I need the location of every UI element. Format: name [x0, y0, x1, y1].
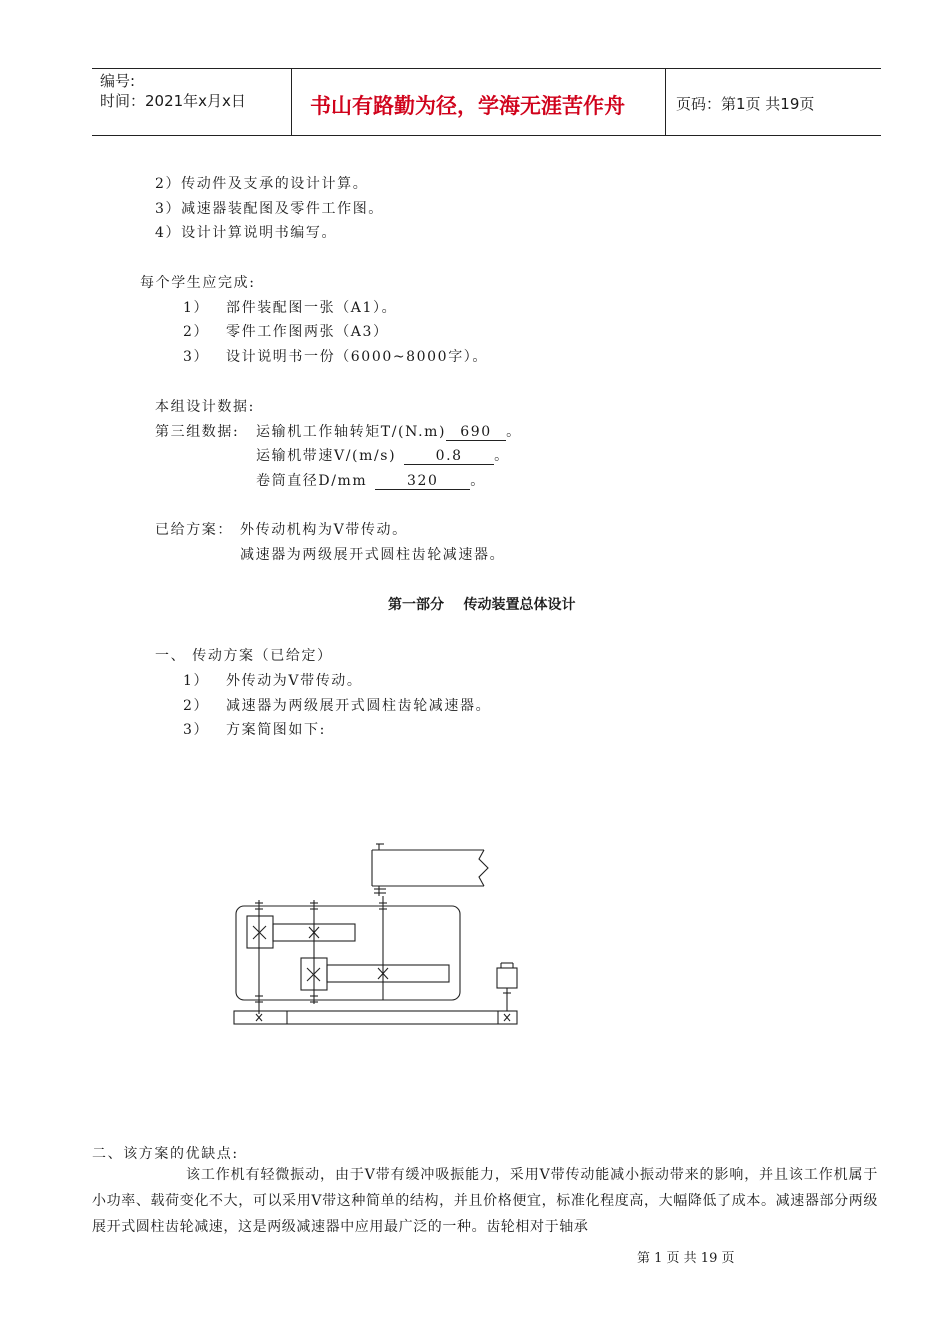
list-item: 3）减速器装配图及零件工作图。	[155, 201, 384, 217]
document-number-label: 编号:	[100, 72, 136, 90]
list-item: 部件装配图一张（A1）。	[226, 300, 398, 316]
speed-label: 运输机带速V/(m/s)	[256, 448, 397, 464]
scheme-line-2: 减速器为两级展开式圆柱齿轮减速器。	[240, 547, 506, 563]
header-divider-left	[291, 68, 292, 136]
header-page-info: 页码：第1页 共19页	[676, 95, 815, 113]
list-item-number: 2）	[183, 324, 210, 340]
section-heading: 每个学生应完成:	[140, 275, 256, 291]
diameter-value: 320	[375, 474, 470, 490]
gearbox-housing	[236, 906, 460, 1000]
list-item: 设计说明书一份（6000~8000字）。	[226, 349, 488, 365]
scheme-label: 已给方案：	[155, 522, 233, 538]
header-divider-right	[665, 68, 666, 136]
diameter-row	[256, 470, 486, 490]
list-item: 外传动为V带传动。	[226, 673, 363, 689]
end-mark: 。	[506, 424, 522, 440]
advantages-paragraph: 该工作机有轻微振动，由于V带有缓冲吸振能力，采用V带传动能减小振动带来的影响，并且该工作机属于小功率、载荷变化不大，可以采用V带这种简单的结构，并且价格便宜，标准化程度高，大幅降低了成本。减速器部分两级展开式圆柱齿轮减速，这是两级减速器中应用最广泛的一种。齿轮相对于轴承	[92, 1167, 878, 1235]
speed-value: 0.8	[404, 449, 494, 465]
list-item: 零件工作图两张（A3）	[226, 324, 389, 340]
motor	[497, 963, 517, 1011]
header-top-rule	[92, 68, 881, 69]
end-mark: 。	[470, 473, 486, 489]
list-item-number: 1）	[183, 673, 210, 689]
torque-value: 690	[446, 425, 506, 441]
list-item-number: 3）	[183, 722, 210, 738]
group-label: 第三组数据:	[155, 424, 240, 440]
torque-label: 运输机工作轴转矩T/(N.m)	[256, 424, 447, 440]
list-item-number: 3）	[183, 349, 210, 365]
second-stage-gear-pair	[301, 958, 449, 990]
list-item-number: 1）	[183, 300, 210, 316]
conveyor-drum	[372, 844, 488, 896]
section-heading: 本组设计数据:	[155, 399, 255, 415]
list-item: 2）传动件及支承的设计计算。	[155, 176, 369, 192]
end-mark: 。	[494, 448, 510, 464]
v-belt-drive	[234, 1011, 517, 1024]
part-title: 第一部分 传动装置总体设计	[388, 597, 576, 613]
document-time: 时间：2021年x月x日	[100, 92, 246, 110]
scheme-line-1: 外传动机构为V带传动。	[240, 522, 408, 538]
list-item: 减速器为两级展开式圆柱齿轮减速器。	[226, 698, 492, 714]
list-item: 方案简图如下:	[226, 722, 326, 738]
first-stage-gear-pair	[247, 916, 355, 948]
list-item-number: 2）	[183, 698, 210, 714]
header-bottom-rule	[92, 135, 881, 136]
list-item: 4）设计计算说明书编写。	[155, 225, 338, 241]
header-motto: 书山有路勤为径，学海无涯苦作舟	[310, 94, 625, 118]
diameter-label: 卷筒直径D/mm	[256, 473, 368, 489]
torque-row	[256, 421, 522, 441]
transmission-scheme-diagram	[225, 838, 535, 1030]
section-heading: 一、 传动方案（已给定）	[155, 648, 333, 664]
section-heading: 二、该方案的优缺点:	[92, 1146, 239, 1162]
footer-page-number: 第 1 页 共 19 页	[637, 1251, 735, 1266]
speed-row	[256, 445, 510, 465]
